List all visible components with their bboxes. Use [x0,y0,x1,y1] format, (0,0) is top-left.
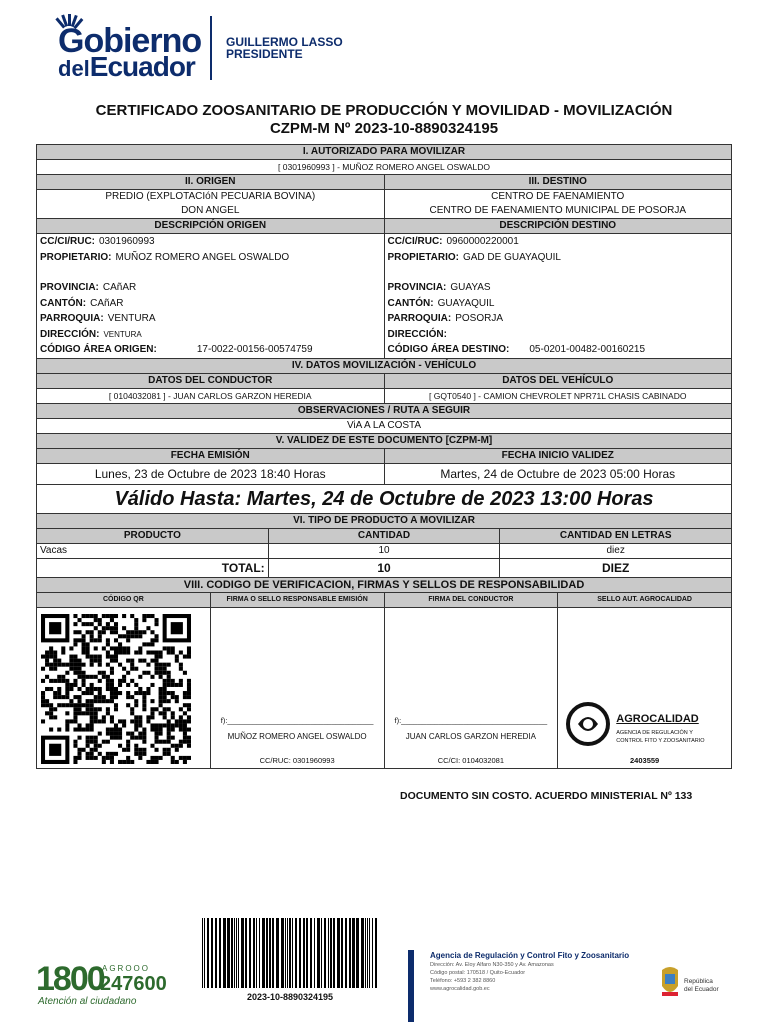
certificate-form [36,144,732,769]
title-line2: CZPM-M Nº 2023-10-8890324195 [269,120,499,137]
agrocalidad-seal-icon [566,702,610,746]
driver-data: [ 0104032081 ] - JUAN CARLOS GARZON HEREDIA [108,390,312,401]
col-quantity: CANTIDAD [268,529,500,543]
product-name: Vacas [40,544,68,556]
start-date-header: FECHA INICIO VALIDEZ [384,449,732,463]
dest-owner-label: PROPIETARIO: [387,251,459,263]
origin-line2: DON ANGEL [181,205,240,216]
republic-line2: del Ecuador [684,986,719,993]
col-product: PRODUCTO [37,529,268,543]
hotline-1800: 1800 [36,960,104,998]
origin-area-code: 17-0022-00156-00574759 [196,344,313,355]
vehicle-header: DATOS DEL VEHÍCULO [384,374,732,388]
product-qty: 10 [268,544,500,558]
section1-header: I. AUTORIZADO PARA MOVILIZAR [37,145,731,159]
origin-desc-header: DESCRIPCIÓN ORIGEN [37,219,384,233]
seal-sub2: CONTROL FITO Y ZOOSANITARIO [616,737,705,744]
driver-id: CC/CI: 0104032081 [437,755,505,765]
logo-divider [210,16,212,80]
origin-parish-label: PARROQUIA: [40,313,104,324]
dest-province: GUAYAS [450,282,491,293]
dest-parish-label: PARROQUIA: [387,313,452,324]
logo-ecuador: Ecuador [89,51,195,82]
hotline-agroo: AGROOO [102,964,151,973]
destination-line1: CENTRO DE FAENAMIENTO [491,191,625,202]
dest-area-code: 05-0201-00482-00160215 [529,344,646,355]
barcode-text: 2023-10-8890324195 [246,992,334,1002]
emission-date: Lunes, 23 de Octubre de 2023 18:40 Horas [94,466,326,481]
republic-logo [658,964,738,1004]
emission-signature-line: f):___________________________________ [220,715,374,725]
dest-parish: POSORJA [455,313,503,324]
seal-code: 2403559 [630,755,660,765]
total-row [36,559,732,578]
republic-line1: República [684,978,713,985]
destination-line2: CENTRO DE FAENAMIENTO MUNICIPAL DE POSORJA [429,205,687,216]
col-emission-signature: FIRMA O SELLO RESPONSABLE EMISIÓN [210,593,384,607]
barcode-icon [200,918,380,988]
total-label: TOTAL: [221,560,265,575]
total-qty: 10 [268,559,500,577]
logo-gobierno: Gobierno [58,22,202,60]
start-date: Martes, 24 de Octubre de 2023 05:00 Horas [384,464,732,484]
logo-del: del [58,56,90,81]
hotline-logo [36,962,166,1012]
qr-cell [37,608,210,768]
emission-signature-cell [210,608,384,768]
president-block [226,36,343,60]
qr-code-icon [41,614,197,764]
destination-place [384,190,732,218]
header [0,0,768,90]
driver-signature-cell [384,608,558,768]
origin-address: VENTURA [103,329,142,339]
republic-text [684,978,719,994]
vehicle-data: [ GQT0540 ] - CAMION CHEVROLET NPR71L CHASIS CABINADO [384,389,732,403]
dest-province-label: PROVINCIA: [387,282,447,293]
origin-province: CAñAR [102,282,137,293]
section5-header: V. VALIDEZ DE ESTE DOCUMENTO [CZPM-M] [37,434,731,448]
dest-owner: GAD DE GUAYAQUIL [462,251,561,263]
cost-note: DOCUMENTO SIN COSTO. ACUERDO MINISTERIAL Nº 133 [400,790,693,802]
col-seal: SELLO AUT. AGROCALIDAD [557,593,731,607]
seal-cell [557,608,731,768]
observations-header: OBSERVACIONES / RUTA A SEGUIR [37,404,731,418]
table-row [36,544,732,559]
origin-parish: VENTURA [107,313,156,324]
destination-header: III. DESTINO [384,175,732,189]
agency-phone: Teléfono: +593 2 382 8860 [430,978,496,984]
origin-line1: PREDIO (EXPLOTACIóN PECUARIA BOVINA) [105,191,316,202]
product-qty-words: diez [499,544,731,558]
dest-canton: GUAYAQUIL [437,297,495,309]
origin-canton: CAñAR [90,297,124,309]
agency-info [430,950,640,993]
president-title: PRESIDENTE [226,47,303,61]
dest-canton-label: CANTÓN: [387,297,434,309]
valid-until: Válido Hasta: Martes, 24 de Octubre de 2023 13:00 Horas [114,487,654,510]
destination-description [384,234,732,358]
total-qty-words: DIEZ [499,559,731,577]
driver-header: DATOS DEL CONDUCTOR [37,374,384,388]
agency-title: Agencia de Regulación y Control Fito y Zoosanitario [430,951,630,960]
document-title [0,102,768,138]
footer-divider [408,950,414,1022]
dest-ruc-label: CC/CI/RUC: [387,236,443,247]
driver-name: JUAN CARLOS GARZON HEREDIA [405,731,536,741]
origin-area-label: CÓDIGO ÁREA ORIGEN: [40,344,157,355]
origin-place [37,190,384,218]
origin-ruc: 0301960993 [99,236,155,247]
origin-province-label: PROVINCIA: [40,282,99,293]
origin-canton-label: CANTÓN: [40,297,87,309]
president-name: GUILLERMO LASSO [226,35,343,49]
col-driver-signature: FIRMA DEL CONDUCTOR [384,593,558,607]
emitter-name: MUÑOZ ROMERO ANGEL OSWALDO [227,731,367,741]
agency-postal: Código postal: 170518 / Quito-Ecuador [430,970,526,976]
title-line1: CERTIFICADO ZOOSANITARIO DE PRODUCCIÓN Y MOVILIDAD - MOVILIZACIÓN [95,102,673,119]
origin-header: II. ORIGEN [37,175,384,189]
section4-header: IV. DATOS MOVILIZACIÓN - VEHÍCULO [37,359,731,373]
observations: ViA A LA COSTA [346,419,422,431]
hotline-number: 247600 [100,973,167,995]
emitter-id: CC/RUC: 0301960993 [259,755,335,765]
col-qr: CÓDIGO QR [37,593,210,607]
origin-address-label: DIRECCIÓN: [40,328,100,340]
seal-brand: AGROCALIDAD [616,712,699,725]
section8-header: VIII. CODIGO DE VERIFICACION, FIRMAS Y SELLOS DE RESPONSABILIDAD [37,578,731,592]
section6-header: VI. TIPO DE PRODUCTO A MOVILIZAR [37,514,731,528]
agency-address: Dirección: Av. Eloy Alfaro N30-350 y Av. Amazonas [430,962,554,968]
dest-ruc: 0960000220001 [446,236,519,247]
origin-owner: MUÑOZ ROMERO ANGEL OSWALDO [115,251,290,263]
emission-date-header: FECHA EMISIÓN [37,449,384,463]
seal-sub1: AGENCIA DE REGULACIÓN Y [616,729,693,736]
authorized-person: [ 0301960993 ] - MUÑOZ ROMERO ANGEL OSWALDO [278,162,490,172]
hotline-subtitle: Atención al ciudadano [38,996,137,1007]
logo-del-ecuador [58,51,195,82]
dest-area-label: CÓDIGO ÁREA DESTINO: [387,344,510,355]
dest-address-label: DIRECCIÓN: [387,328,447,340]
driver-signature-line: f):___________________________________ [394,715,548,725]
coat-of-arms-icon [658,964,682,1004]
origin-owner-label: PROPIETARIO: [40,251,112,263]
col-quantity-words: CANTIDAD EN LETRAS [499,529,731,543]
destination-desc-header: DESCRIPCIÓN DESTINO [384,219,732,233]
agency-web: www.agrocalidad.gob.ec [430,986,490,992]
origin-ruc-label: CC/CI/RUC: [40,236,95,247]
origin-description [37,234,384,358]
